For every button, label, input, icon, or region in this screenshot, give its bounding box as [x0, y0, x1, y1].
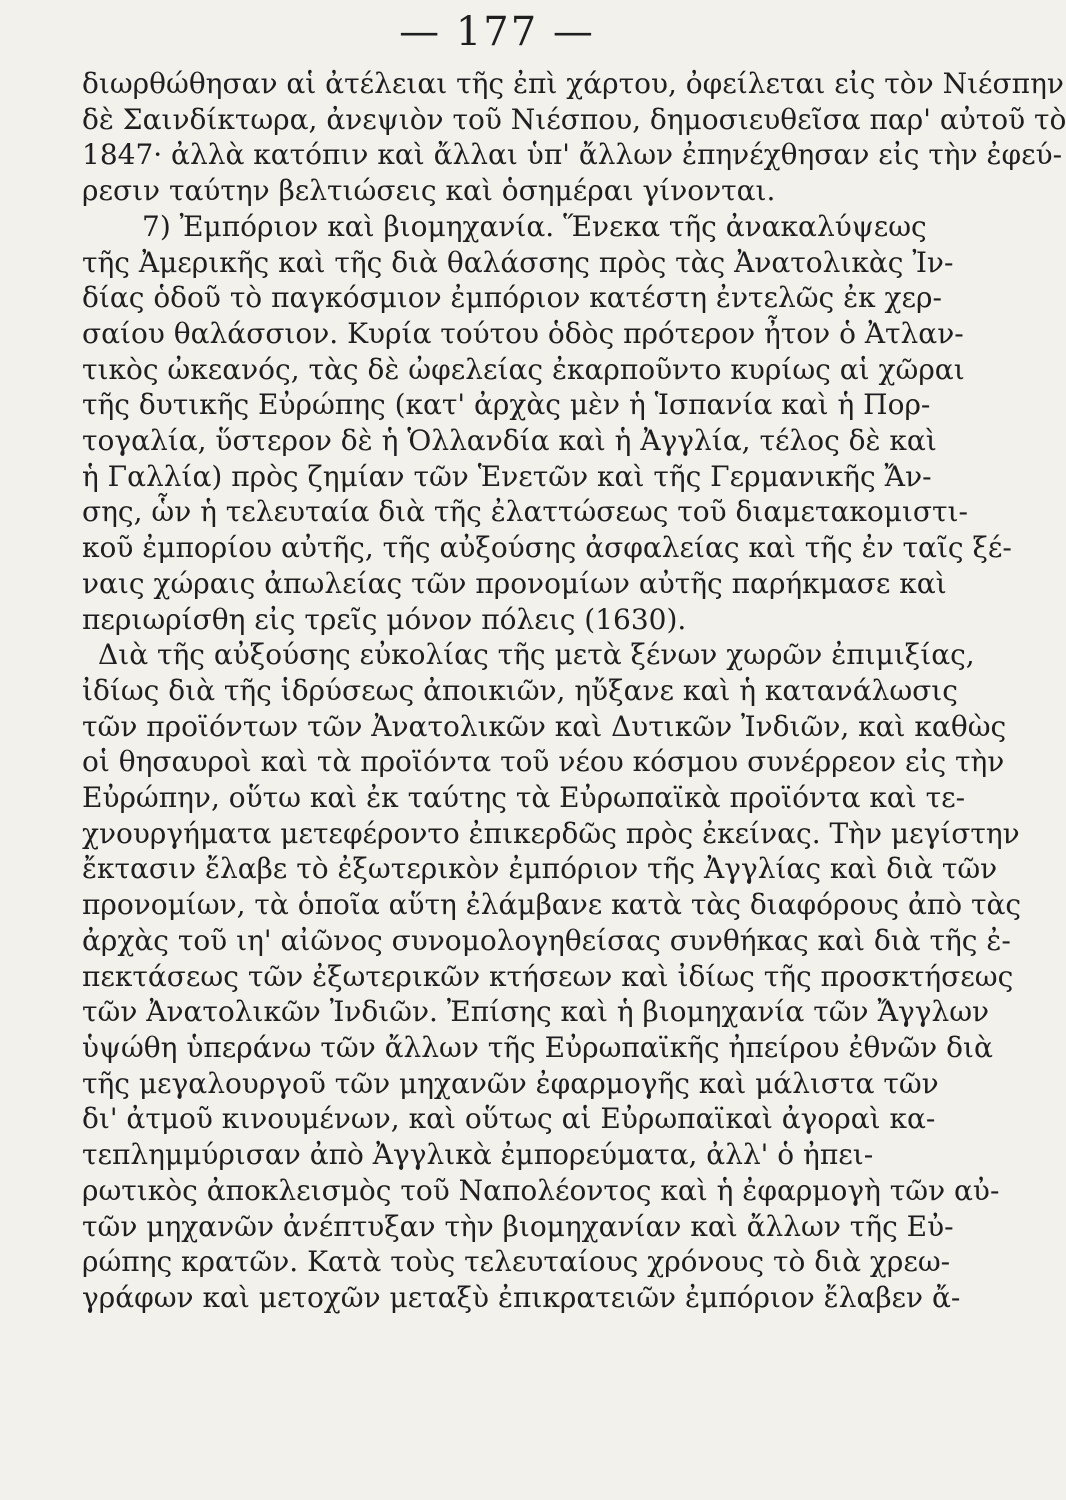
text-line: σαίου θαλάσσιον. Κυρία τούτου ὁδὸς πρότερον ἦτον ὁ Ἀτλαν-	[82, 316, 964, 350]
body-text	[82, 66, 1066, 1316]
paragraph-start-line: Διὰ τῆς αὐξούσης εὐκολίας τῆς μετὰ ξένων χωρῶν ἐπιμιξίας,	[98, 638, 975, 672]
text-line: 1847· ἀλλὰ κατόπιν καὶ ἄλλαι ὑπ' ἄλλων ἐπηνέχθησαν εἰς τὴν ἐφεύ-	[82, 138, 1063, 172]
text-line: τεπλημμύρισαν ἀπὸ Ἀγγλικὰ ἐμπορεύματα, ἀλλ' ὁ ἠπει-	[82, 1138, 874, 1172]
text-line: ἀρχὰς τοῦ ιη' αἰῶνος συνομολογηθείσας συνθήκας καὶ διὰ τῆς ἐ-	[82, 923, 1011, 957]
text-line: σης, ὧν ἡ τελευταία διὰ τῆς ἐλαττώσεως τοῦ διαμετακομιστι-	[82, 495, 968, 529]
text-line: ναις χώραις ἀπωλείας τῶν προνομίων αὐτῆς παρήκμασε καὶ	[82, 566, 947, 600]
text-line: πεκτάσεως τῶν ἐξωτερικῶν κτήσεων καὶ ἰδίως τῆς προσκτήσεως	[82, 959, 1014, 993]
text-line: ὑψώθη ὑπεράνω τῶν ἄλλων τῆς Εὐρωπαϊκῆς ἠπείρου ἐθνῶν διὰ	[82, 1030, 993, 1064]
page-number: — 177 —	[399, 9, 595, 55]
text-line: τῆς μεγαλουργοῦ τῶν μηχανῶν ἐφαρμογῆς καὶ μάλιστα τῶν	[82, 1066, 939, 1100]
text-line: ἔκτασιν ἔλαβε τὸ ἐξωτερικὸν ἐμπόριον τῆς Ἀγγλίας καὶ διὰ τῶν	[82, 852, 998, 886]
text-line: περιωρίσθη εἰς τρεῖς μόνον πόλεις (1630).	[82, 602, 687, 636]
text-line: τῶν Ἀνατολικῶν Ἰνδιῶν. Ἐπίσης καὶ ἡ βιομηχανία τῶν Ἄγγλων	[82, 995, 990, 1029]
text-line: δι' ἀτμοῦ κινουμένων, καὶ οὕτως αἱ Εὐρωπαϊκαὶ ἀγοραὶ κα-	[82, 1102, 936, 1136]
text-line: οἱ θησαυροὶ καὶ τὰ προϊόντα τοῦ νέου κόσμου συνέρρεον εἰς τὴν	[82, 745, 1005, 779]
text-line: διωρθώθησαν αἱ ἀτέλειαι τῆς ἐπὶ χάρτου, ὀφείλεται εἰς τὸν Νιέσπην	[82, 67, 1064, 100]
text-line: ρωτικὸς ἀποκλεισμὸς τοῦ Ναπολέοντος καὶ ἡ ἐφαρμογὴ τῶν αὐ-	[82, 1173, 1000, 1207]
text-line: δὲ Σαινδίκτωρα, ἀνεψιὸν τοῦ Νιέσπου, δημοσιευθεῖσα παρ' αὐτοῦ τὸ	[82, 102, 1066, 136]
text-line: χνουργήματα μετεφέροντο ἐπικερδῶς πρὸς ἐκείνας. Τὴν μεγίστην	[82, 816, 1020, 850]
text-line: ρεσιν ταύτην βελτιώσεις καὶ ὁσημέραι γίνονται.	[82, 174, 776, 208]
text-line: τικὸς ὠκεανός, τὰς δὲ ὠφελείας ἐκαρποῦντο κυρίως αἱ χῶραι	[82, 352, 965, 386]
text-line: τῶν μηχανῶν ἀνέπτυξαν τὴν βιομηχανίαν καὶ ἄλλων τῆς Εὐ-	[82, 1209, 954, 1243]
text-line: ρώπης κρατῶν. Κατὰ τοὺς τελευταίους χρόνους τὸ διὰ χρεω-	[82, 1245, 951, 1279]
text-line: δίας ὁδοῦ τὸ παγκόσμιον ἐμπόριον κατέστη ἐντελῶς ἐκ χερ-	[82, 281, 942, 315]
text-line: προνομίων, τὰ ὁποῖα αὕτη ἐλάμβανε κατὰ τὰς διαφόρους ἀπὸ τὰς	[82, 888, 1022, 922]
text-line: τῆς δυτικῆς Εὐρώπης (κατ' ἀρχὰς μὲν ἡ Ἱσπανία καὶ ἡ Πορ-	[82, 388, 931, 422]
text-line: Εὐρώπην, οὕτω καὶ ἐκ ταύτης τὰ Εὐρωπαϊκὰ προϊόντα καὶ τε-	[82, 781, 966, 815]
text-line: γράφων καὶ μετοχῶν μεταξὺ ἐπικρατειῶν ἐμπόριον ἔλαβεν ἄ-	[82, 1280, 961, 1314]
text-line: τῆς Ἀμερικῆς καὶ τῆς διὰ θαλάσσης πρὸς τὰς Ἀνατολικὰς Ἰν-	[82, 245, 954, 279]
section-heading-line: 7) Ἐμπόριον καὶ βιομηχανία. Ἕνεκα τῆς ἀνακαλύψεως	[142, 209, 927, 243]
text-line: κοῦ ἐμπορίου αὐτῆς, τῆς αὐξούσης ἀσφαλείας καὶ τῆς ἐν ταῖς ξέ-	[82, 531, 1012, 565]
text-line: τῶν προϊόντων τῶν Ἀνατολικῶν καὶ Δυτικῶν Ἰνδιῶν, καὶ καθὼς	[82, 709, 1007, 743]
text-line: ἡ Γαλλία) πρὸς ζημίαν τῶν Ἑνετῶν καὶ τῆς Γερμανικῆς Ἄν-	[82, 459, 932, 493]
text-line: τογαλία, ὕστερον δὲ ἡ Ὁλλανδία καὶ ἡ Ἀγγλία, τέλος δὲ καὶ	[82, 424, 937, 458]
text-line: ἰδίως διὰ τῆς ἱδρύσεως ἀποικιῶν, ηὔξανε καὶ ἡ κατανάλωσις	[82, 673, 958, 707]
